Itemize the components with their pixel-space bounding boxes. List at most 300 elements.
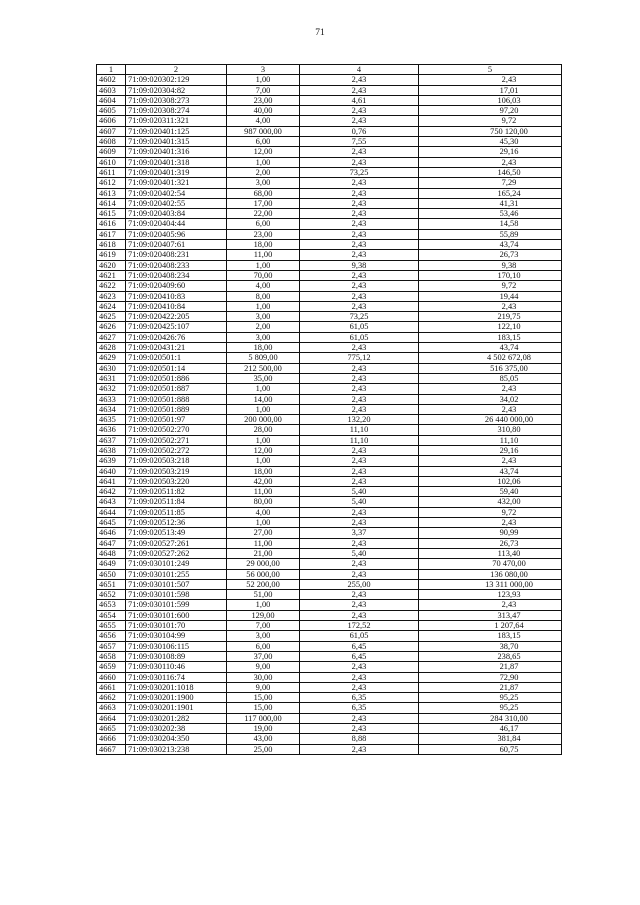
rate-cell: 11,10 xyxy=(300,425,419,435)
value-cell: 2,43 xyxy=(419,600,562,610)
rate-cell: 2,43 xyxy=(300,157,419,167)
area-cell: 18,00 xyxy=(227,240,300,250)
cadastral-number-cell: 71:09:020502:270 xyxy=(126,425,227,435)
row-number-cell: 4647 xyxy=(97,538,126,548)
table-row xyxy=(97,703,562,713)
row-number-cell: 4651 xyxy=(97,579,126,589)
value-cell: 45,30 xyxy=(419,137,562,147)
area-cell: 8,00 xyxy=(227,291,300,301)
cadastral-number-cell: 71:09:020402:55 xyxy=(126,198,227,208)
page-number: 71 xyxy=(315,28,325,38)
row-number-cell: 4615 xyxy=(97,209,126,219)
rate-cell: 2,43 xyxy=(300,507,419,517)
row-number-cell: 4628 xyxy=(97,343,126,353)
area-cell: 7,00 xyxy=(227,621,300,631)
table-row xyxy=(97,126,562,136)
row-number-cell: 4634 xyxy=(97,404,126,414)
column-header-2: 2 xyxy=(126,65,227,75)
row-number-cell: 4652 xyxy=(97,590,126,600)
value-cell: 26 440 000,00 xyxy=(419,415,562,425)
row-number-cell: 4644 xyxy=(97,507,126,517)
rate-cell: 2,43 xyxy=(300,672,419,682)
rate-cell: 2,43 xyxy=(300,404,419,414)
cadastral-number-cell: 71:09:030101:507 xyxy=(126,579,227,589)
table-row xyxy=(97,435,562,445)
row-number-cell: 4649 xyxy=(97,559,126,569)
table-row xyxy=(97,270,562,280)
cadastral-number-cell: 71:09:030201:1018 xyxy=(126,682,227,692)
cadastral-number-cell: 71:09:030101:598 xyxy=(126,590,227,600)
area-cell: 1,00 xyxy=(227,518,300,528)
table-row xyxy=(97,106,562,116)
value-cell: 26,73 xyxy=(419,250,562,260)
cadastral-number-cell: 71:09:020401:315 xyxy=(126,137,227,147)
row-number-cell: 4661 xyxy=(97,682,126,692)
area-cell: 18,00 xyxy=(227,466,300,476)
area-cell: 80,00 xyxy=(227,497,300,507)
cadastral-number-cell: 71:09:020401:318 xyxy=(126,157,227,167)
table-body xyxy=(97,75,562,755)
column-header-3: 3 xyxy=(227,65,300,75)
cadastral-number-cell: 71:09:030204:350 xyxy=(126,734,227,744)
table-row xyxy=(97,579,562,589)
table-row xyxy=(97,260,562,270)
cadastral-number-cell: 71:09:020511:85 xyxy=(126,507,227,517)
table-row xyxy=(97,415,562,425)
row-number-cell: 4619 xyxy=(97,250,126,260)
rate-cell: 2,43 xyxy=(300,600,419,610)
value-cell: 21,87 xyxy=(419,662,562,672)
column-header-5: 5 xyxy=(419,65,562,75)
cadastral-number-cell: 71:09:030101:249 xyxy=(126,559,227,569)
column-header-1: 1 xyxy=(97,65,126,75)
value-cell: 95,25 xyxy=(419,703,562,713)
cadastral-number-cell: 71:09:020502:271 xyxy=(126,435,227,445)
area-cell: 28,00 xyxy=(227,425,300,435)
value-cell: 9,38 xyxy=(419,260,562,270)
column-header-4: 4 xyxy=(300,65,419,75)
cadastral-number-cell: 71:09:020401:125 xyxy=(126,126,227,136)
rate-cell: 172,52 xyxy=(300,621,419,631)
value-cell: 136 080,00 xyxy=(419,569,562,579)
table-row xyxy=(97,610,562,620)
rate-cell: 2,43 xyxy=(300,291,419,301)
row-number-cell: 4633 xyxy=(97,394,126,404)
value-cell: 46,17 xyxy=(419,724,562,734)
value-cell: 34,02 xyxy=(419,394,562,404)
row-number-cell: 4613 xyxy=(97,188,126,198)
value-cell: 2,43 xyxy=(419,518,562,528)
area-cell: 7,00 xyxy=(227,85,300,95)
table-row xyxy=(97,734,562,744)
value-cell: 381,84 xyxy=(419,734,562,744)
area-cell: 19,00 xyxy=(227,724,300,734)
area-cell: 6,00 xyxy=(227,219,300,229)
cadastral-number-cell: 71:09:020401:316 xyxy=(126,147,227,157)
row-number-cell: 4655 xyxy=(97,621,126,631)
row-number-cell: 4640 xyxy=(97,466,126,476)
rate-cell: 6,35 xyxy=(300,703,419,713)
value-cell: 11,10 xyxy=(419,435,562,445)
row-number-cell: 4632 xyxy=(97,384,126,394)
row-number-cell: 4657 xyxy=(97,641,126,651)
cadastral-number-cell: 71:09:030201:1900 xyxy=(126,693,227,703)
rate-cell: 775,12 xyxy=(300,353,419,363)
rate-cell: 3,37 xyxy=(300,528,419,538)
table-row xyxy=(97,621,562,631)
value-cell: 516 375,00 xyxy=(419,363,562,373)
value-cell: 2,43 xyxy=(419,301,562,311)
cadastral-number-cell: 71:09:020501:1 xyxy=(126,353,227,363)
value-cell: 219,75 xyxy=(419,312,562,322)
table-row xyxy=(97,178,562,188)
table-row xyxy=(97,672,562,682)
row-number-cell: 4611 xyxy=(97,167,126,177)
row-number-cell: 4639 xyxy=(97,456,126,466)
row-number-cell: 4658 xyxy=(97,651,126,661)
area-cell: 25,00 xyxy=(227,744,300,754)
table-row xyxy=(97,353,562,363)
table-row xyxy=(97,476,562,486)
rate-cell: 2,43 xyxy=(300,610,419,620)
rate-cell: 73,25 xyxy=(300,167,419,177)
row-number-cell: 4627 xyxy=(97,332,126,342)
value-cell: 9,72 xyxy=(419,281,562,291)
value-cell: 70 470,00 xyxy=(419,559,562,569)
table-row xyxy=(97,507,562,517)
cadastral-number-cell: 71:09:030202:38 xyxy=(126,724,227,734)
value-cell: 59,40 xyxy=(419,487,562,497)
area-cell: 68,00 xyxy=(227,188,300,198)
value-cell: 17,01 xyxy=(419,85,562,95)
table-row xyxy=(97,456,562,466)
value-cell: 97,20 xyxy=(419,106,562,116)
row-number-cell: 4602 xyxy=(97,75,126,85)
value-cell: 146,50 xyxy=(419,167,562,177)
area-cell: 23,00 xyxy=(227,229,300,239)
area-cell: 29 000,00 xyxy=(227,559,300,569)
value-cell: 2,43 xyxy=(419,384,562,394)
value-cell: 29,16 xyxy=(419,445,562,455)
cadastral-number-cell: 71:09:030101:599 xyxy=(126,600,227,610)
row-number-cell: 4645 xyxy=(97,518,126,528)
rate-cell: 2,43 xyxy=(300,363,419,373)
cadastral-number-cell: 71:09:020401:319 xyxy=(126,167,227,177)
value-cell: 165,24 xyxy=(419,188,562,198)
area-cell: 12,00 xyxy=(227,147,300,157)
value-cell: 183,15 xyxy=(419,332,562,342)
value-cell: 43,74 xyxy=(419,466,562,476)
cadastral-number-cell: 71:09:020302:129 xyxy=(126,75,227,85)
rate-cell: 2,43 xyxy=(300,281,419,291)
cadastral-number-cell: 71:09:030106:115 xyxy=(126,641,227,651)
rate-cell: 2,43 xyxy=(300,466,419,476)
row-number-cell: 4610 xyxy=(97,157,126,167)
cadastral-number-cell: 71:09:030104:99 xyxy=(126,631,227,641)
row-number-cell: 4622 xyxy=(97,281,126,291)
cadastral-number-cell: 71:09:020503:220 xyxy=(126,476,227,486)
value-cell: 2,43 xyxy=(419,404,562,414)
rate-cell: 2,43 xyxy=(300,518,419,528)
rate-cell: 5,40 xyxy=(300,497,419,507)
table-row xyxy=(97,373,562,383)
cadastral-number-cell: 71:09:020308:273 xyxy=(126,95,227,105)
row-number-cell: 4667 xyxy=(97,744,126,754)
row-number-cell: 4605 xyxy=(97,106,126,116)
row-number-cell: 4665 xyxy=(97,724,126,734)
table-row xyxy=(97,384,562,394)
cadastral-number-cell: 71:09:020408:233 xyxy=(126,260,227,270)
table-row xyxy=(97,75,562,85)
value-cell: 43,74 xyxy=(419,343,562,353)
row-number-cell: 4648 xyxy=(97,548,126,558)
area-cell: 21,00 xyxy=(227,548,300,558)
area-cell: 1,00 xyxy=(227,75,300,85)
value-cell: 29,16 xyxy=(419,147,562,157)
area-cell: 15,00 xyxy=(227,693,300,703)
rate-cell: 2,43 xyxy=(300,178,419,188)
cadastral-number-cell: 71:09:020501:889 xyxy=(126,404,227,414)
area-cell: 11,00 xyxy=(227,487,300,497)
row-number-cell: 4624 xyxy=(97,301,126,311)
rate-cell: 9,38 xyxy=(300,260,419,270)
data-table xyxy=(96,64,562,755)
rate-cell: 2,43 xyxy=(300,445,419,455)
row-number-cell: 4614 xyxy=(97,198,126,208)
area-cell: 212 500,00 xyxy=(227,363,300,373)
value-cell: 55,89 xyxy=(419,229,562,239)
area-cell: 1,00 xyxy=(227,456,300,466)
area-cell: 129,00 xyxy=(227,610,300,620)
area-cell: 3,00 xyxy=(227,631,300,641)
value-cell: 432,00 xyxy=(419,497,562,507)
rate-cell: 6,45 xyxy=(300,651,419,661)
row-number-cell: 4653 xyxy=(97,600,126,610)
area-cell: 56 000,00 xyxy=(227,569,300,579)
table-row xyxy=(97,600,562,610)
table-row xyxy=(97,518,562,528)
table-row xyxy=(97,569,562,579)
table-row xyxy=(97,631,562,641)
rate-cell: 255,00 xyxy=(300,579,419,589)
row-number-cell: 4609 xyxy=(97,147,126,157)
cadastral-number-cell: 71:09:020501:886 xyxy=(126,373,227,383)
row-number-cell: 4616 xyxy=(97,219,126,229)
rate-cell: 2,43 xyxy=(300,394,419,404)
value-cell: 72,90 xyxy=(419,672,562,682)
row-number-cell: 4641 xyxy=(97,476,126,486)
value-cell: 9,72 xyxy=(419,507,562,517)
table-row xyxy=(97,240,562,250)
rate-cell: 6,35 xyxy=(300,693,419,703)
rate-cell: 132,20 xyxy=(300,415,419,425)
area-cell: 51,00 xyxy=(227,590,300,600)
cadastral-number-cell: 71:09:020527:262 xyxy=(126,548,227,558)
area-cell: 1,00 xyxy=(227,600,300,610)
table-row xyxy=(97,590,562,600)
rate-cell: 5,40 xyxy=(300,487,419,497)
area-cell: 200 000,00 xyxy=(227,415,300,425)
table-row xyxy=(97,322,562,332)
area-cell: 117 000,00 xyxy=(227,713,300,723)
area-cell: 2,00 xyxy=(227,322,300,332)
rate-cell: 2,43 xyxy=(300,75,419,85)
table-row xyxy=(97,651,562,661)
table-row xyxy=(97,548,562,558)
rate-cell: 2,43 xyxy=(300,384,419,394)
area-cell: 3,00 xyxy=(227,312,300,322)
area-cell: 52 200,00 xyxy=(227,579,300,589)
table-row xyxy=(97,312,562,322)
table-row xyxy=(97,497,562,507)
row-number-cell: 4664 xyxy=(97,713,126,723)
row-number-cell: 4642 xyxy=(97,487,126,497)
row-number-cell: 4656 xyxy=(97,631,126,641)
rate-cell: 73,25 xyxy=(300,312,419,322)
area-cell: 1,00 xyxy=(227,301,300,311)
area-cell: 1,00 xyxy=(227,260,300,270)
value-cell: 4 502 672,08 xyxy=(419,353,562,363)
row-number-cell: 4636 xyxy=(97,425,126,435)
value-cell: 9,72 xyxy=(419,116,562,126)
cadastral-number-cell: 71:09:020422:205 xyxy=(126,312,227,322)
cadastral-number-cell: 71:09:030108:89 xyxy=(126,651,227,661)
area-cell: 11,00 xyxy=(227,250,300,260)
row-number-cell: 4666 xyxy=(97,734,126,744)
table-row xyxy=(97,167,562,177)
table-row xyxy=(97,713,562,723)
rate-cell: 2,43 xyxy=(300,85,419,95)
row-number-cell: 4606 xyxy=(97,116,126,126)
table-row xyxy=(97,343,562,353)
value-cell: 85,05 xyxy=(419,373,562,383)
row-number-cell: 4643 xyxy=(97,497,126,507)
value-cell: 310,80 xyxy=(419,425,562,435)
cadastral-number-cell: 71:09:030101:70 xyxy=(126,621,227,631)
table-row xyxy=(97,425,562,435)
row-number-cell: 4625 xyxy=(97,312,126,322)
rate-cell: 2,43 xyxy=(300,106,419,116)
cadastral-number-cell: 71:09:020503:218 xyxy=(126,456,227,466)
table-row xyxy=(97,229,562,239)
row-number-cell: 4612 xyxy=(97,178,126,188)
area-cell: 1,00 xyxy=(227,384,300,394)
rate-cell: 2,43 xyxy=(300,198,419,208)
value-cell: 113,40 xyxy=(419,548,562,558)
area-cell: 987 000,00 xyxy=(227,126,300,136)
table-row xyxy=(97,116,562,126)
rate-cell: 2,43 xyxy=(300,116,419,126)
table-row xyxy=(97,137,562,147)
table-row xyxy=(97,291,562,301)
value-cell: 7,29 xyxy=(419,178,562,188)
value-cell: 21,87 xyxy=(419,682,562,692)
rate-cell: 6,45 xyxy=(300,641,419,651)
area-cell: 17,00 xyxy=(227,198,300,208)
value-cell: 1 207,64 xyxy=(419,621,562,631)
table-row xyxy=(97,693,562,703)
area-cell: 43,00 xyxy=(227,734,300,744)
cadastral-number-cell: 71:09:020501:888 xyxy=(126,394,227,404)
area-cell: 6,00 xyxy=(227,137,300,147)
value-cell: 102,06 xyxy=(419,476,562,486)
table-row xyxy=(97,147,562,157)
area-cell: 5 809,00 xyxy=(227,353,300,363)
area-cell: 1,00 xyxy=(227,404,300,414)
rate-cell: 2,43 xyxy=(300,538,419,548)
rate-cell: 2,43 xyxy=(300,219,419,229)
row-number-cell: 4623 xyxy=(97,291,126,301)
row-number-cell: 4607 xyxy=(97,126,126,136)
row-number-cell: 4603 xyxy=(97,85,126,95)
value-cell: 238,65 xyxy=(419,651,562,661)
row-number-cell: 4654 xyxy=(97,610,126,620)
row-number-cell: 4646 xyxy=(97,528,126,538)
cadastral-number-cell: 71:09:020405:96 xyxy=(126,229,227,239)
cadastral-number-cell: 71:09:020407:61 xyxy=(126,240,227,250)
area-cell: 2,00 xyxy=(227,167,300,177)
value-cell: 750 120,00 xyxy=(419,126,562,136)
rate-cell: 2,43 xyxy=(300,456,419,466)
area-cell: 11,00 xyxy=(227,538,300,548)
row-number-cell: 4662 xyxy=(97,693,126,703)
value-cell: 106,03 xyxy=(419,95,562,105)
row-number-cell: 4659 xyxy=(97,662,126,672)
value-cell: 90,99 xyxy=(419,528,562,538)
area-cell: 18,00 xyxy=(227,343,300,353)
cadastral-number-cell: 71:09:020431:21 xyxy=(126,343,227,353)
row-number-cell: 4663 xyxy=(97,703,126,713)
cadastral-number-cell: 71:09:020425:107 xyxy=(126,322,227,332)
cadastral-number-cell: 71:09:020527:261 xyxy=(126,538,227,548)
value-cell: 26,73 xyxy=(419,538,562,548)
table-row xyxy=(97,281,562,291)
area-cell: 42,00 xyxy=(227,476,300,486)
value-cell: 313,47 xyxy=(419,610,562,620)
cadastral-number-cell: 71:09:020403:84 xyxy=(126,209,227,219)
area-cell: 70,00 xyxy=(227,270,300,280)
rate-cell: 2,43 xyxy=(300,343,419,353)
table-row xyxy=(97,445,562,455)
value-cell: 123,93 xyxy=(419,590,562,600)
rate-cell: 0,76 xyxy=(300,126,419,136)
value-cell: 19,44 xyxy=(419,291,562,301)
table-row xyxy=(97,466,562,476)
table-row xyxy=(97,641,562,651)
rate-cell: 8,88 xyxy=(300,734,419,744)
rate-cell: 2,43 xyxy=(300,250,419,260)
rate-cell: 61,05 xyxy=(300,631,419,641)
cadastral-number-cell: 71:09:020501:14 xyxy=(126,363,227,373)
table-row xyxy=(97,198,562,208)
row-number-cell: 4637 xyxy=(97,435,126,445)
area-cell: 4,00 xyxy=(227,281,300,291)
row-number-cell: 4631 xyxy=(97,373,126,383)
area-cell: 35,00 xyxy=(227,373,300,383)
cadastral-number-cell: 71:09:020410:84 xyxy=(126,301,227,311)
row-number-cell: 4629 xyxy=(97,353,126,363)
rate-cell: 61,05 xyxy=(300,322,419,332)
cadastral-number-cell: 71:09:020410:83 xyxy=(126,291,227,301)
cadastral-number-cell: 71:09:020501:887 xyxy=(126,384,227,394)
area-cell: 27,00 xyxy=(227,528,300,538)
cadastral-number-cell: 71:09:030201:282 xyxy=(126,713,227,723)
rate-cell: 2,43 xyxy=(300,147,419,157)
cadastral-number-cell: 71:09:020402:54 xyxy=(126,188,227,198)
cadastral-number-cell: 71:09:030110:46 xyxy=(126,662,227,672)
area-cell: 4,00 xyxy=(227,116,300,126)
area-cell: 1,00 xyxy=(227,435,300,445)
